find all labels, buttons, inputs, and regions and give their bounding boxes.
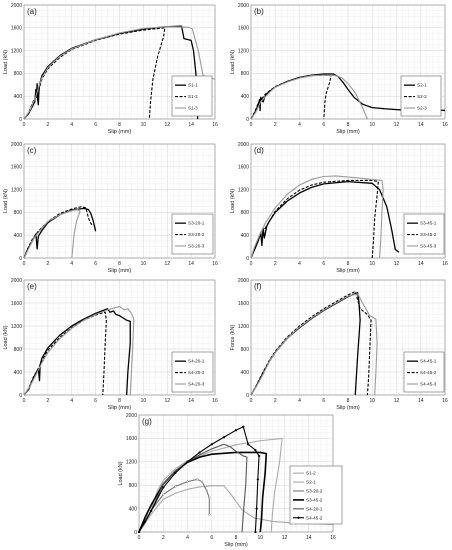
y-tick-label: 1600: [10, 164, 22, 171]
y-tick-label: 400: [240, 94, 249, 100]
y-axis-label: Force (kN): [230, 324, 236, 351]
x-tick-label: 16: [442, 122, 448, 128]
x-axis-label: Slip (mm): [107, 268, 132, 274]
series-line-S3-20-2: [24, 207, 92, 258]
legend-entry: S3-45-2: [420, 232, 437, 238]
series-point-S4-45-2: [242, 426, 244, 428]
y-tick-label: 2000: [10, 2, 22, 9]
x-tick-label: 2: [273, 122, 277, 128]
y-tick-label: 800: [240, 346, 249, 353]
chart-panel-2: [230, 3, 448, 135]
x-axis-label: Slip (mm): [336, 405, 360, 411]
panel-label: (g): [142, 417, 152, 426]
y-tick-label: 1600: [237, 25, 249, 32]
x-tick-label: 10: [140, 398, 147, 404]
x-tick-label: 2: [273, 261, 277, 267]
y-tick-label: 800: [13, 346, 22, 353]
chart-panel-1: [3, 3, 218, 135]
x-tick-label: 0: [249, 122, 253, 128]
y-tick-label: 1200: [10, 323, 22, 330]
legend-entry: S4-20-3: [188, 381, 205, 387]
y-axis-label: Load (kN): [230, 188, 236, 214]
y-tick-label: 400: [13, 369, 22, 376]
y-tick-label: 800: [240, 71, 249, 78]
x-tick-label: 8: [118, 398, 121, 404]
x-tick-label: 14: [417, 122, 424, 128]
y-tick-label: 800: [13, 71, 22, 78]
y-tick-label: 1200: [237, 323, 249, 330]
y-tick-label: 400: [128, 506, 137, 513]
series-point-S4-45-2: [187, 461, 189, 463]
legend-entry: S4-45-1: [420, 358, 437, 364]
x-axis-label: Slip (mm): [336, 268, 360, 274]
panel-label: (b): [254, 7, 264, 16]
y-tick-label: 800: [13, 210, 22, 217]
legend-entry: S3-20-2: [188, 232, 205, 238]
x-tick-label: 4: [186, 535, 189, 541]
y-axis-label: Load (kN): [3, 188, 9, 214]
x-tick-label: 6: [322, 261, 326, 267]
y-tick-label: 1200: [237, 187, 249, 194]
legend-entry: S4-45-3: [420, 381, 437, 387]
x-tick-label: 12: [164, 398, 171, 404]
y-tick-label: 400: [13, 94, 22, 100]
chart-panel-5: [3, 278, 218, 411]
series-point-S4-45-2: [255, 449, 257, 451]
series-point-S4-45-2: [174, 472, 176, 474]
x-tick-label: 6: [94, 398, 98, 404]
x-tick-label: 0: [249, 398, 253, 404]
x-tick-label: 4: [70, 261, 74, 267]
series-point-S4-45-2: [199, 452, 201, 454]
series-line-S3-45-3: [251, 176, 383, 258]
series-point-S4-45-2: [256, 508, 258, 510]
series-point-S4-45-2: [144, 521, 146, 523]
x-tick-label: 8: [118, 261, 121, 267]
legend-entry: S1-2: [188, 94, 198, 100]
series-point-S4-45-2: [223, 436, 225, 438]
x-axis-label: Slip (mm): [107, 129, 132, 135]
x-tick-label: 2: [273, 398, 277, 404]
x-tick-label: 12: [164, 122, 171, 128]
y-tick-label: 1200: [10, 187, 22, 194]
x-tick-label: 6: [322, 122, 326, 128]
series-line-S4-20-2: [24, 312, 106, 395]
series-point-S3-20-2: [201, 481, 203, 483]
panel-label: (d): [254, 146, 264, 155]
y-tick-label: 0: [246, 116, 249, 123]
y-axis-label: Load (kN): [3, 325, 9, 350]
legend-entry: S2-2: [417, 94, 427, 100]
x-tick-label: 0: [249, 261, 253, 267]
y-axis-label: Load (kN): [230, 49, 236, 75]
y-tick-label: 2000: [125, 412, 137, 419]
x-tick-label: 0: [22, 122, 26, 128]
x-tick-label: 10: [140, 261, 147, 267]
legend-entry: S3-45-3: [420, 243, 437, 249]
x-tick-label: 14: [188, 398, 194, 404]
series-point-S3-20-2: [187, 481, 189, 483]
x-tick-label: 12: [281, 535, 288, 541]
y-tick-label: 1600: [125, 436, 137, 443]
x-tick-label: 8: [346, 398, 350, 404]
chart-panel-4: [230, 142, 448, 274]
x-tick-label: 16: [212, 122, 218, 128]
legend-marker: [298, 490, 300, 492]
legend-entry: S3-45-1: [420, 220, 437, 226]
x-tick-label: 14: [305, 535, 312, 541]
x-tick-label: 4: [298, 261, 301, 267]
series-point-S3-20-2: [174, 485, 176, 487]
y-tick-label: 1600: [237, 300, 249, 307]
y-tick-label: 1200: [237, 48, 249, 55]
series-line-S1-1: [24, 26, 198, 119]
series-point-S4-45-2: [258, 455, 260, 457]
x-tick-label: 6: [94, 122, 98, 128]
legend-entry: S2-1: [306, 479, 316, 485]
y-tick-label: 1200: [10, 48, 22, 55]
series-line-S4-20-1: [24, 309, 130, 395]
y-tick-label: 0: [246, 255, 249, 262]
legend-entry: S1-3: [188, 105, 198, 111]
y-axis-label: Load (kN): [118, 461, 124, 486]
x-tick-label: 14: [188, 261, 194, 267]
x-tick-label: 6: [210, 535, 214, 541]
x-tick-label: 10: [369, 122, 376, 128]
legend-entry: S4-20-1: [306, 506, 323, 512]
x-tick-label: 14: [417, 261, 424, 267]
series-point-S4-45-2: [138, 531, 140, 533]
panel-label: (f): [254, 282, 262, 291]
series-point-S4-45-2: [162, 487, 164, 489]
y-tick-label: 400: [240, 369, 249, 376]
y-tick-label: 0: [19, 255, 22, 262]
y-tick-label: 2000: [10, 277, 22, 284]
y-tick-label: 400: [240, 233, 249, 239]
series-point-S3-20-2: [162, 494, 164, 496]
legend-entry: S4-45-2: [420, 370, 437, 376]
x-tick-label: 12: [393, 261, 400, 267]
series-line-S2-3: [251, 75, 367, 119]
x-tick-label: 12: [393, 122, 400, 128]
x-tick-label: 8: [346, 122, 350, 128]
y-tick-label: 1600: [10, 300, 22, 307]
y-tick-label: 2000: [237, 141, 249, 148]
y-tick-label: 0: [19, 116, 22, 123]
y-tick-label: 800: [240, 210, 249, 217]
chart-panel-7: [118, 413, 342, 548]
y-tick-label: 400: [13, 233, 22, 239]
y-tick-label: 1600: [10, 25, 22, 32]
legend-entry: S3-45-2: [306, 497, 323, 503]
legend-entry: S2-1: [417, 82, 427, 88]
chart-panel-3: [3, 142, 218, 274]
x-tick-label: 4: [298, 122, 301, 128]
x-axis-label: Slip (mm): [107, 405, 132, 411]
legend-entry: S4-20-2: [188, 370, 205, 376]
y-tick-label: 0: [19, 392, 22, 399]
x-tick-label: 10: [257, 535, 264, 541]
x-tick-label: 16: [212, 398, 218, 404]
panel-label: (c): [27, 146, 37, 155]
y-tick-label: 0: [246, 392, 249, 399]
series-point-S4-45-2: [257, 478, 259, 480]
x-tick-label: 6: [322, 398, 326, 404]
legend-entry: S2-3: [417, 105, 427, 111]
x-tick-label: 12: [164, 261, 171, 267]
x-tick-label: 4: [70, 398, 74, 404]
legend-entry: S4-45-2: [306, 515, 323, 521]
x-tick-label: 6: [94, 261, 98, 267]
series-point-S4-45-2: [235, 429, 237, 431]
legend-entry: S4-20-1: [188, 358, 205, 364]
series-point-S4-45-2: [211, 443, 213, 445]
series-point-S3-20-2: [208, 514, 210, 516]
y-tick-label: 2000: [237, 2, 249, 9]
x-tick-label: 16: [442, 261, 448, 267]
x-tick-label: 2: [46, 261, 50, 267]
y-tick-label: 0: [134, 529, 137, 536]
x-tick-label: 16: [442, 398, 448, 404]
x-tick-label: 0: [22, 398, 26, 404]
x-tick-label: 16: [212, 261, 218, 267]
x-tick-label: 12: [393, 398, 400, 404]
x-axis-label: Slip (mm): [224, 542, 248, 548]
y-tick-label: 2000: [10, 141, 22, 148]
panel-label: (a): [27, 7, 37, 16]
legend-entry: S1-1: [188, 82, 198, 88]
x-tick-label: 14: [188, 122, 194, 128]
x-tick-label: 0: [137, 535, 141, 541]
series-point-S4-45-2: [150, 510, 152, 512]
series-point-S4-45-2: [247, 443, 249, 445]
x-tick-label: 10: [369, 261, 376, 267]
series-point-S3-20-2: [208, 497, 210, 499]
series-point-S4-45-2: [255, 531, 257, 533]
y-tick-label: 2000: [237, 277, 249, 284]
series-point-S3-20-2: [206, 490, 208, 492]
x-tick-label: 10: [140, 122, 147, 128]
x-tick-label: 14: [417, 398, 424, 404]
x-tick-label: 8: [118, 122, 121, 128]
legend-entry: S3-20-1: [188, 220, 205, 226]
legend-entry: S1-2: [306, 470, 316, 476]
x-axis-label: Slip (mm): [336, 129, 360, 135]
y-tick-label: 1200: [125, 459, 137, 466]
chart-panel-6: [230, 278, 448, 411]
x-tick-label: 16: [330, 535, 336, 541]
series-line-S4-20-3: [24, 306, 134, 395]
y-tick-label: 1600: [237, 164, 249, 171]
x-tick-label: 0: [22, 261, 26, 267]
legend-entry: S3-20-3: [188, 243, 205, 249]
x-tick-label: 8: [234, 535, 238, 541]
y-tick-label: 800: [128, 483, 137, 489]
x-tick-label: 8: [346, 261, 350, 267]
x-tick-label: 4: [70, 122, 74, 128]
legend-entry: S3-20-2: [306, 488, 323, 494]
legend-marker: [298, 517, 300, 519]
x-tick-label: 2: [46, 398, 50, 404]
x-tick-label: 2: [46, 122, 50, 128]
y-axis-label: Load (kN): [3, 49, 9, 75]
series-point-S3-20-2: [196, 478, 198, 480]
x-tick-label: 4: [298, 398, 301, 404]
x-tick-label: 2: [161, 535, 165, 541]
panel-label: (e): [27, 282, 37, 291]
x-tick-label: 10: [369, 398, 376, 404]
